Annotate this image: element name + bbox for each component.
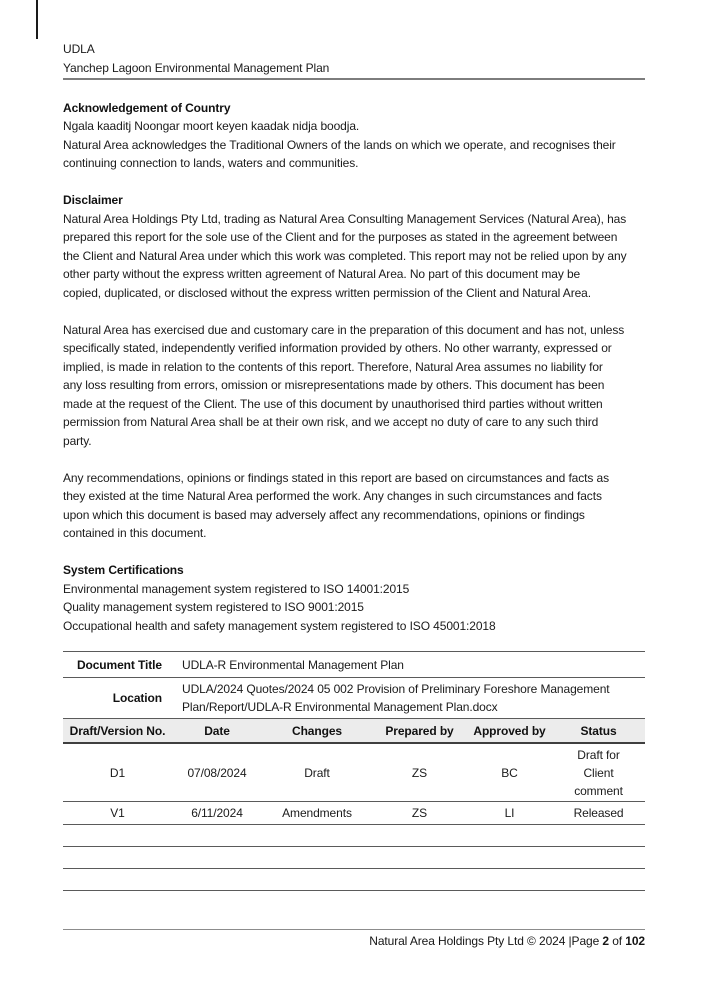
footer-of-label: of <box>608 934 626 948</box>
certifications-list <box>63 580 645 636</box>
text-line: Ngala kaaditj Noongar moort keyen kaadak nidja boodja. <box>63 119 360 133</box>
disclaimer-paragraph-1 <box>63 210 645 303</box>
location-value <box>172 678 645 719</box>
text-line: prepared this report for the sole use of the Client and for the purposes as stated in the agreement between <box>63 230 618 244</box>
cell-version: V1 <box>63 802 172 825</box>
text-line: Plan/Report/UDLA-R Environmental Management Plan.docx <box>182 700 498 714</box>
text-line: they existed at the time Natural Area performed the work. Any changes in such circumstances and facts <box>63 489 602 503</box>
table-row <box>63 802 645 825</box>
location-row <box>63 678 645 719</box>
text-line: implied, is made in relation to the contents of this report. Therefore, Natural Area assumes no liability for <box>63 359 603 374</box>
column-header-status: Status <box>552 719 645 744</box>
text-line: upon which this document is based may adversely affect any recommendations, opinions or findings <box>63 507 585 522</box>
page-content <box>63 40 645 891</box>
empty-table-row <box>63 847 645 869</box>
empty-cell <box>63 825 645 847</box>
acknowledgement-text <box>63 117 645 173</box>
text-line: other party without the express written agreement of Natural Area. No part of this document may be <box>63 267 581 281</box>
text-line: continuing connection to lands, waters and communities. <box>63 156 359 170</box>
certification-item: Quality management system registered to ISO 9001:2015 <box>63 600 364 614</box>
text-line: any loss resulting from errors, omission or misrepresentations made by others. This document has been <box>63 378 605 392</box>
text-line: contained in this document. <box>63 526 207 540</box>
text-line: Natural Area has exercised due and customary care in the preparation of this document and has not, unless <box>63 322 625 337</box>
empty-table-row <box>63 869 645 891</box>
text-line: Natural Area acknowledges the Traditional Owners of the lands on which we operate, and recognises their <box>63 137 616 152</box>
empty-cell <box>63 847 645 869</box>
footer-company-text: Natural Area Holdings Pty Ltd © 2024 |Page <box>369 934 603 948</box>
document-control-table <box>63 651 645 891</box>
footer-page-number: 2 <box>602 934 609 948</box>
disclaimer-paragraph-2 <box>63 321 645 451</box>
text-line: party. <box>63 433 92 448</box>
text-line: permission from Natural Area shall be at their own risk, and we accept no duty of care to any such third <box>63 415 599 429</box>
empty-cell <box>63 869 645 891</box>
cell-version: D1 <box>63 743 172 802</box>
text-line: made at the request of the Client. The use of this document by unauthorised third parties without written <box>63 396 603 411</box>
text-line: Natural Area Holdings Pty Ltd, trading as Natural Area Consulting Management Services (Natural Area), has <box>63 211 627 226</box>
certification-item: Occupational health and safety management system registered to ISO 45001:2018 <box>63 618 496 633</box>
cell-date: 6/11/2024 <box>172 802 262 825</box>
document-title-label: Document Title <box>63 652 172 678</box>
page-corner-mark <box>36 0 38 39</box>
header-doc-title: Yanchep Lagoon Environmental Management Plan <box>63 60 330 75</box>
cell-status: Draft for Client comment <box>552 743 645 802</box>
header-org: UDLA <box>63 42 95 56</box>
table-header-row <box>63 719 645 744</box>
table-row <box>63 743 645 802</box>
column-header-approved-by: Approved by <box>467 719 552 744</box>
column-header-date: Date <box>172 719 262 744</box>
column-header-prepared-by: Prepared by <box>372 719 467 744</box>
column-header-changes: Changes <box>262 719 372 744</box>
disclaimer-heading: Disclaimer <box>63 193 123 207</box>
location-label: Location <box>63 678 172 719</box>
cell-prepared-by: ZS <box>372 802 467 825</box>
footer-page-total: 102 <box>625 934 645 948</box>
certification-item: Environmental management system registered to ISO 14001:2015 <box>63 581 410 596</box>
text-line: Any recommendations, opinions or findings stated in this report are based on circumstances and facts as <box>63 470 609 485</box>
text-line: copied, duplicated, or disclosed without the express written permission of the Client and Natural Area. <box>63 285 591 300</box>
cell-date: 07/08/2024 <box>172 743 262 802</box>
text-line: specifically stated, independently verified information provided by others. No other warranty, expressed or <box>63 341 612 355</box>
document-title-row <box>63 652 645 678</box>
acknowledgement-heading: Acknowledgement of Country <box>63 100 231 115</box>
cell-approved-by: LI <box>467 802 552 825</box>
document-header <box>63 40 645 80</box>
empty-table-row <box>63 825 645 847</box>
disclaimer-paragraph-3 <box>63 469 645 543</box>
cell-status: Released <box>552 802 645 825</box>
document-title-value: UDLA-R Environmental Management Plan <box>172 652 645 678</box>
cell-approved-by: BC <box>467 743 552 802</box>
column-header-version: Draft/Version No. <box>63 719 172 744</box>
text-line: UDLA/2024 Quotes/2024 05 002 Provision of Preliminary Foreshore Management <box>182 682 610 696</box>
page-footer <box>63 929 645 948</box>
certifications-heading: System Certifications <box>63 563 184 577</box>
cell-changes: Amendments <box>262 802 372 825</box>
cell-changes: Draft <box>262 743 372 802</box>
text-line: the Client and Natural Area under which this work was completed. This report may not be relied upon by any <box>63 248 627 263</box>
cell-prepared-by: ZS <box>372 743 467 802</box>
